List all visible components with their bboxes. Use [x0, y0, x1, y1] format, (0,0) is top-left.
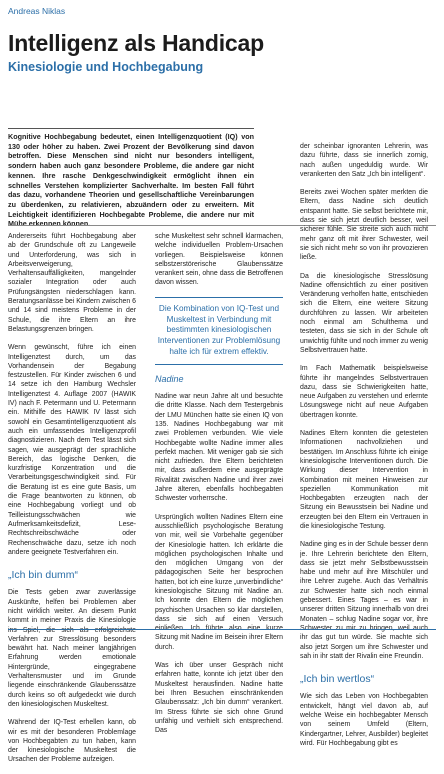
paragraph: Bereits zwei Wochen später merkten die Eltern, dass Nadine sich deutlich entspannt hatte. Sie selbst berichtete mir, dass sie sich jetzt deutlich besser, weil sicherer fühle. Sie streite sich auch nicht mehr ganz oft mit ihrer Schwester, weil sie sich nicht mehr so von ihr provozieren ließe.: [300, 189, 428, 262]
pull-quote: Die Kombination von IQ-Test und Muskeltest in Verbindung mit bestimmten kinesiologischen Interventionen zur Problemlösung halte ich für extrem effektiv.: [155, 297, 283, 365]
lead-divider: [8, 128, 254, 129]
article-lead: Kognitive Hochbegabung bedeutet, einen Intelligenzquotient (IQ) von 130 oder höher zu haben. Zwei Prozent der Bevölkerung sind davon betroffen. Diese Menschen sind nicht nur besonders intelligent, sondern haben auch ganz besondere Probleme, die andere gar nicht kennen. Ihre rasche Denkgeschwindigkeit ermöglicht ihnen ein schnelles Verstehen komplizierter Sachverhalte. Im besten Fall führt das dazu, vorhandene Theorien und gesellschaftliche Vereinbarungen zu überdenken, zu relativieren, abzuändern oder zu erweitern. Mit Leichtigkeit identifizieren Hochbegabte Probleme, die andere nur mit Mühe erkennen können.: [8, 132, 254, 229]
paragraph: Während der IQ-Test erhellen kann, ob wir es mit der besonderen Problemlage von Hochbegabten zu tun haben, kann der kinesiologische Muskeltest die Ursachen der Probleme aufzeigen.: [8, 719, 136, 764]
paragraph: Wie sich das Leben von Hochbegabten entwickelt, hängt viel davon ab, auf welche Weise ein hochbegabter Mensch von seinem Umfeld (Eltern, Kindergartner, Lehrer, Ausbilder) begleitet wird. Für Hochbegabung gibt es: [300, 693, 428, 747]
case-heading: Nadine: [155, 373, 184, 384]
paragraph: Was ich über unser Gespräch nicht erfahren hatte, konnte ich jetzt über den Muskeltest herausfinden. Nadine hatte bei Ihren Besuchen einschränkenden Glaubenssatz: „Ich bin dumm“ verankert. Im Stress führte sie sich ohne Grund unfähig und verhielt sich entsprechend. Das: [155, 662, 283, 735]
paragraph: Nadine ging es in der Schule besser denn je. Ihre Lehrerin berichtete den Eltern, dass sie jetzt mehr Selbstbewusstsein habe und mehr auf ihre Mitschüler und ihre Lehrer zugehe. Auch das Verhältnis zur Schwester hatte sich noch einmal gebessert. Eines Tages – es war in unserer dritten Sitzung innerhalb von drei Monaten – schlug Nadine sogar vor, ihre Schwester zu mir zu bringen, weil auch ihr das gut tun würde. Sie machte sich also jetzt Sorgen um ihre Schwester und sah in ihr statt der Rivalin eine Freundin.: [300, 541, 428, 660]
footer-rule: [8, 629, 436, 641]
column-middle: [155, 232, 283, 744]
column-left: [8, 232, 136, 774]
paragraph: Die Tests geben zwar zuverlässige Auskünfte, helfen bei Problemen aber nicht wirklich weiter. An diesem Punkt kommt in meiner Praxis die Kinesiologie ins Spiel, die sich als erfolgreichste Verfahren zur Stresslösung besonders bewährt hat. Nach meiner langjährigen Erfahrung werden emotionale Hintergründe, eingegrabene Verhaltensmuster und im Grunde liegende einschränkende Glaubenssätze durch keins so oft aufgedeckt wie durch den kinesiologischen Muskeltest.: [8, 589, 136, 708]
paragraph: Nadine war neun Jahre alt und besuchte die dritte Klasse. Nach dem Testergebnis der LMU München hatte sie einen IQ von 135. Nadines Hochbegabung war mit zwei Problemen verbunden. Wie viele Hochbegabte wollte Nadine immer alles perfekt machen. Mit weniger gab sie sich nicht zufrieden. Ihre Eltern berichteten mir, dass außerdem eine ausgeprägte Rivalität zwischen Nadine und ihrer zwei Jahre älteren, ebenfalls hochbegabten Schwester vorherrsche.: [155, 393, 283, 503]
article-title: Intelligenz als Handicap: [8, 30, 264, 56]
section-heading: „Ich bin dumm“: [8, 569, 79, 582]
paragraph: sche Muskeltest sehr schnell klarmachen, welche individuellen Problem-Ursachen vorliegen. Beispielsweise können selbstzerstörerische Glaubenssätze verankert sein, ohne dass die Betroffenen davon wissen.: [155, 233, 283, 287]
paragraph: Wenn gewünscht, führe ich einen Intelligenztest durch, um das Vorhandensein der Begabung festzustellen. Für Kinder zwischen 6 und 14 setze ich den Hamburg Wechsler Intelligenztest 4. Auflage 2007 (HAWIK IV) nach F. Petermann und U. Petermann ein. Mithilfe des HAWIK IV lässt sich sowohl ein Gesamtintelligenzquotient als auch ein umfassendes Intelligenzprofil diagnostizieren. Nach dem Test lässt sich sagen, wie ausgeprägt der sprachliche Bereich, das logische Denken, die kurzfristige Konzentration und die Verarbeitungsgeschwindigkeit sind. Für die Beratung ist es eine gute Basis, um die Frage beantworten zu können, ob eine Hochbegabung vorliegt und ob Teilleistungsschwächen wie Aufmerksamkeitsdefizit, Lese-Rechtschreibschwäche oder Rechenschwäche dazu, setze ich noch andere geeignete Testverfahren ein.: [8, 344, 136, 556]
article-subtitle: Kinesiologie und Hochbegabung: [8, 60, 204, 74]
paragraph: Andererseits führt Hochbegabung aber ab der Grundschule oft zu Langeweile und Unterforderung, was sich in Arbeitsverweigerung, Verhaltensauffälligkeiten, mangelnder sozialer Integration oder auch Prüfungsängsten niederschlagen kann. Beratungsanlässe bei Kindern zwischen 6 und 14 sind meistens Probleme in der Schule, die ihre Eltern an ihre Belastungsgrenzen bringen.: [8, 233, 136, 333]
paragraph: Ursprünglich wollten Nadines Eltern eine ausschließlich psychologische Beratung von mir, weil sie Vorbehalte gegenüber der Kinesiologie hatten. Ich erklärte die möglichen psychologischen Inhalte und den möglichen Umgang von der pädagogischen Seite her besprochen hatten, bot ich eine kurze „unverbindliche“ kinesiologische Sitzung mit Nadine an. Ich konnte den Eltern die möglichen psychischen Ursachen so klar darstellen, dass sie sich auf einen Versuch einließen. Ich führte also eine kurze Sitzung mit Nadine im Beisein ihrer Eltern durch.: [155, 513, 283, 651]
paragraph: Da die kinesiologische Stresslösung Nadine offensichtlich zu einer positiven Veränderung verholfen hatte, entschieden sich die Eltern, eine weitere Sitzung durchführen zu lassen. Wir arbeiteten noch einmal am Schulthema und testeten, dass sie sich in der Schule oft unwichtig fühlte und noch immer zu wenig Selbstvertrauen hatte.: [300, 272, 428, 354]
author-name: Andreas Niklas: [8, 6, 66, 16]
paragraph: Im Fach Mathematik beispielsweise führte ihr mangelndes Selbstvertrauen dazu, dass sie Schwierigkeiten hatte, neue Aufgaben zu verstehen und erlernte Lösungswege nicht auf neue Aufgaben übertragen konnte.: [300, 365, 428, 419]
paragraph: Nadines Eltern konnten die getesteten Informationen nachvollziehen und bestätigen. Im Anschluss führte ich einige kinesiologische Interventionen durch. Die Wirkung dieser Intervention in Kombination mit meinen Hinweisen zur speziellen Kommunikation mit Hochbegabten erzeugten nach der Sitzung ein Bewusstsein bei Nadine und erzeugten bei den Eltern ein Vertrauen in die kinesiologische Testung.: [300, 430, 428, 530]
section-heading: „Ich bin wertlos“: [300, 673, 375, 686]
paragraph: der scheinbar ignoranten Lehrerin, was dazu führte, dass sie innerlich zornig, nach außen ungeduldig wurde. Wir verankerten den Satz „Ich bin intelligent“.: [300, 143, 428, 178]
column-right: [300, 142, 428, 757]
